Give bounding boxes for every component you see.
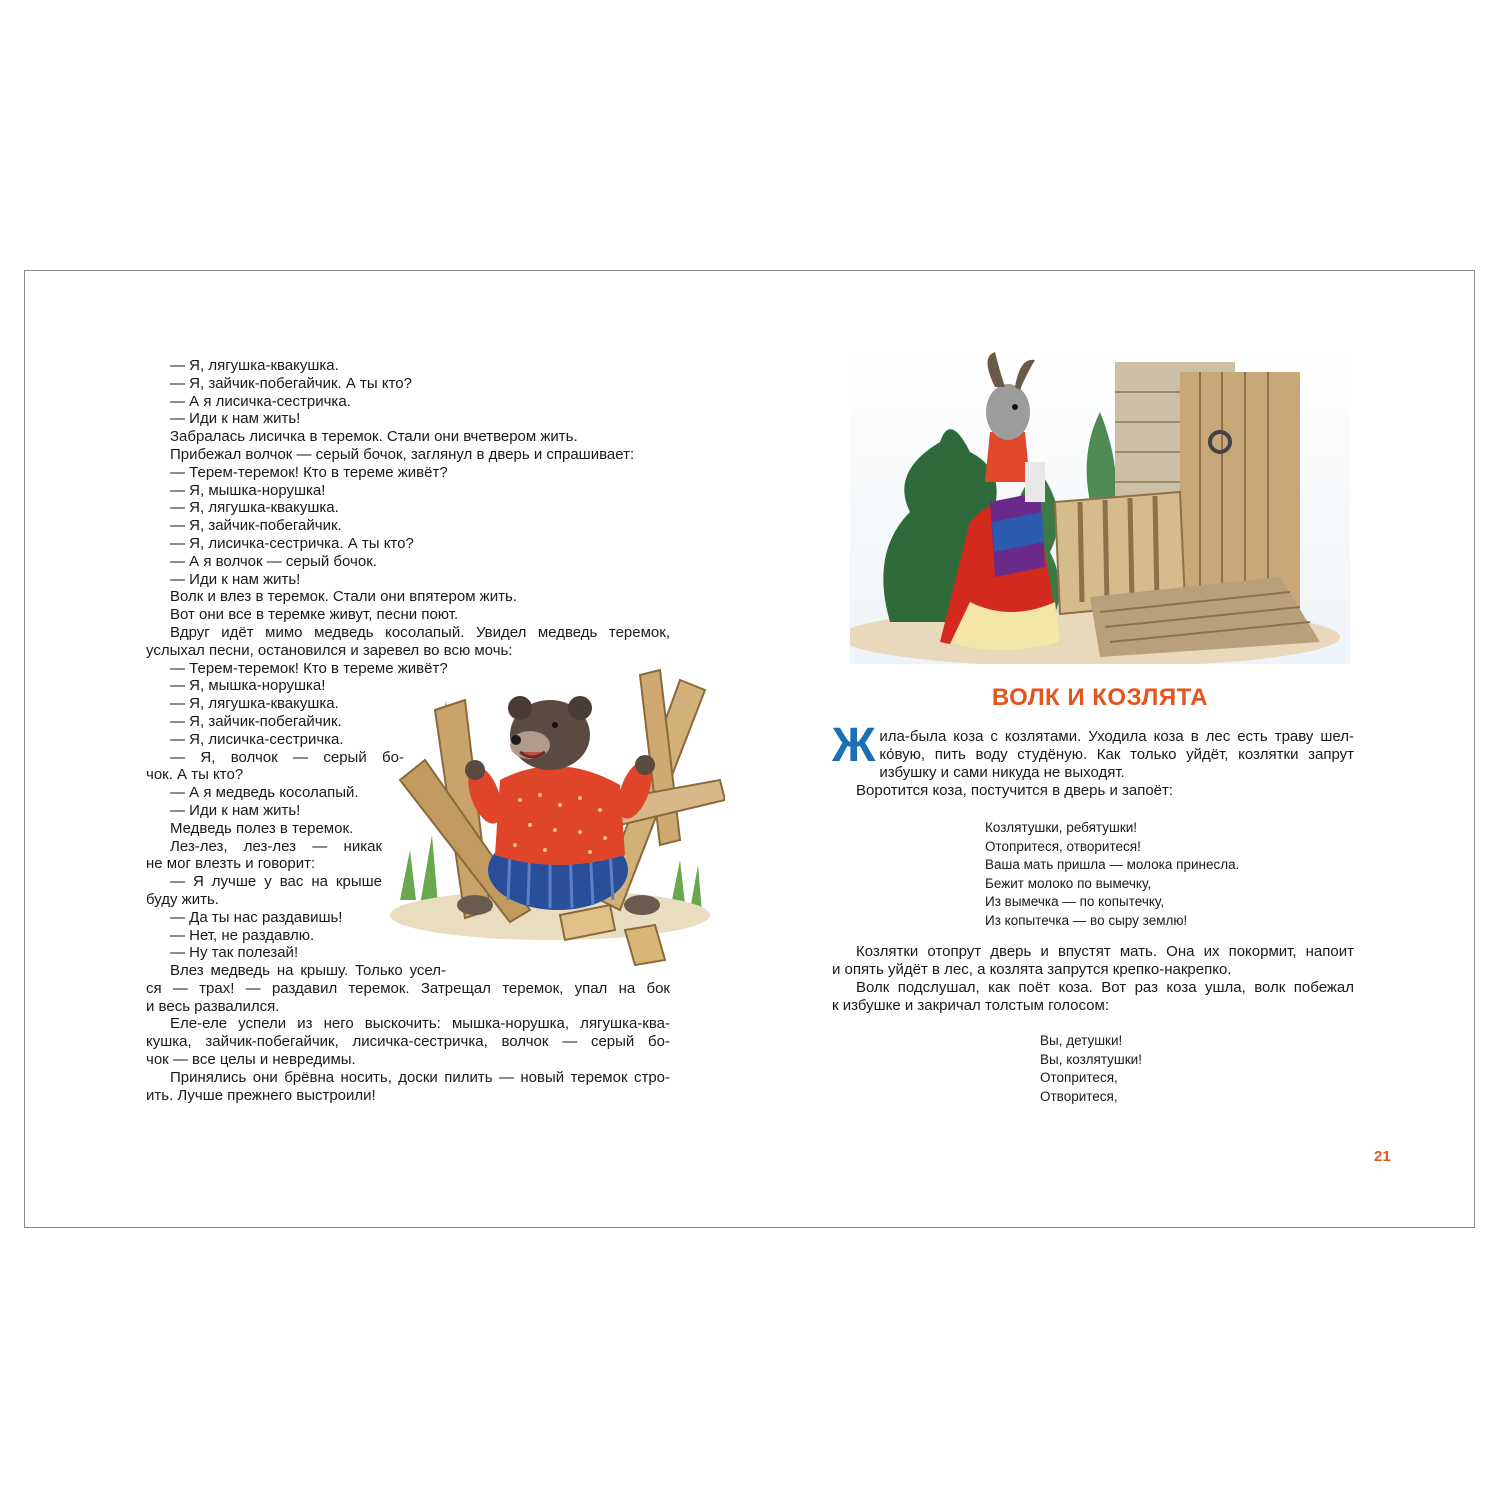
text-line: — Терем-теремок! Кто в тереме живёт? [170, 659, 448, 677]
bear-illustration [380, 660, 725, 975]
text-line: чок — все целы и невредимы. [146, 1051, 356, 1069]
page-number: 21 [1374, 1148, 1391, 1165]
text-line: Медведь полез в теремок. [170, 819, 354, 837]
text-line: Влез медведь на крышу. Только усел- [170, 962, 446, 980]
text-line: Забралась лисичка в теремок. Стали они вчетвером жить. [170, 428, 578, 446]
text-line: к избушке и закричал толстым голосом: [832, 997, 1109, 1014]
text-line: не мог влезть и говорит: [146, 855, 316, 873]
text-line: Лез-лез, лез-лез — никак [170, 837, 382, 855]
text-line: — Я, волчок — серый бо- [170, 748, 404, 766]
text-line: и опять уйдёт в лес, а козлята запрутся крепко-накрепко. [832, 961, 1232, 978]
poem-line: Отопритеся, отворитеся! [985, 838, 1141, 854]
text-line: — Ну так полезай! [170, 944, 299, 962]
story-title: ВОЛК И КОЗЛЯТА [991, 684, 1209, 711]
text-line: — Я, лисичка-сестричка. А ты кто? [170, 534, 414, 552]
text-line: Козлятки отопрут дверь и впустят мать. Она их покормит, напоит [856, 943, 1354, 960]
text-line: — Нет, не раздавлю. [170, 926, 315, 944]
poem-line: Ваша мать пришла — молока принесла. [985, 857, 1240, 872]
text-line: — Я, лягушка-квакушка. [170, 695, 339, 713]
text-line: ить. Лучше прежнего выстроили! [146, 1086, 376, 1104]
text-line: — Я, лягушка-квакушка. [170, 357, 339, 374]
text-line: Воротится коза, постучится в дверь и запоёт: [856, 782, 1174, 799]
poem-line: Отворитеся, [1040, 1088, 1118, 1104]
text-line: Волк и влез в теремок. Стали они впятером жить. [170, 588, 517, 606]
text-line: буду жить. [146, 890, 219, 908]
text-line: Вдруг идёт мимо медведь косолапый. Увидел медведь теремок, [170, 623, 670, 641]
text-line: — А я медведь косолапый. [170, 784, 359, 802]
right-page-intro [832, 719, 1354, 800]
text-line: — Иди к нам жить! [170, 801, 301, 819]
text-line: Прибежал волчок — серый бочок, заглянул в дверь и спрашивает: [170, 445, 635, 463]
text-line: — Я, зайчик-побегайчик. А ты кто? [170, 374, 412, 392]
poem-line: Козлятушки, ребятушки! [985, 820, 1138, 835]
text-line: Принялись они брёвна носить, доски пилить — новый теремок стро- [170, 1068, 670, 1086]
text-line: — Я, лисичка-сестричка. [170, 730, 344, 748]
drop-cap: Ж [832, 719, 876, 772]
text-line: услыхал песни, остановился и заревел во всю мочь: [146, 641, 513, 659]
right-page-body [832, 943, 1354, 1015]
text-line: — Я лучше у вас на крыше [170, 873, 382, 891]
text-line: — А я волчок — серый бочок. [170, 552, 377, 570]
poem-line: Из вымечка — по копытечку, [985, 894, 1165, 909]
text-line: ко́вую, пить воду студёную. Как только уйдёт, козлятки запрут [879, 746, 1354, 763]
text-line: избушку и сами никуда не выходят. [879, 764, 1125, 781]
text-line: — Да ты нас раздавишь! [170, 908, 343, 926]
text-line: — А я лисичка-сестричка. [170, 392, 351, 410]
text-line: ила-была коза с козлятами. Уходила коза в лес есть траву шел- [879, 728, 1354, 745]
text-line: — Иди к нам жить! [170, 410, 301, 428]
goat-illustration [850, 352, 1350, 664]
text-line: Еле-еле успели из него выскочить: мышка-норушка, лягушка-ква- [170, 1015, 670, 1033]
poem-line: Из копытечка — во сыру землю! [985, 912, 1188, 928]
text-line: ся — трах! — раздавил теремок. Затрещал теремок, упал на бок [146, 979, 670, 997]
text-line: — Я, мышка-норушка! [170, 677, 326, 695]
poem-line: Бежит молоко по вымечку, [985, 875, 1152, 891]
text-line: — Я, зайчик-побегайчик. [170, 517, 342, 535]
poem-line: Отопритеся, [1040, 1070, 1118, 1085]
text-line: — Я, лягушка-квакушка. [170, 499, 339, 517]
text-line: и весь развалился. [146, 997, 280, 1015]
poem-line: Вы, детушки! [1040, 1033, 1123, 1048]
text-line: — Иди к нам жить! [170, 570, 301, 588]
text-line: Волк подслушал, как поёт коза. Вот раз коза ушла, волк побежал [856, 979, 1354, 996]
text-line: — Я, зайчик-побегайчик. [170, 712, 342, 730]
text-line: — Терем-теремок! Кто в тереме живёт? [170, 463, 448, 481]
poem-line: Вы, козлятушки! [1040, 1051, 1142, 1067]
text-line: Вот они все в теремке живут, песни поют. [170, 606, 459, 624]
text-line: — Я, мышка-норушка! [170, 481, 326, 499]
text-line: чок. А ты кто? [146, 766, 244, 784]
text-line: кушка, зайчик-побегайчик, лисичка-сестричка, волчок — серый бо- [146, 1033, 670, 1051]
poem-goat-song [985, 819, 1239, 930]
poem-wolf-song [1040, 1032, 1142, 1106]
